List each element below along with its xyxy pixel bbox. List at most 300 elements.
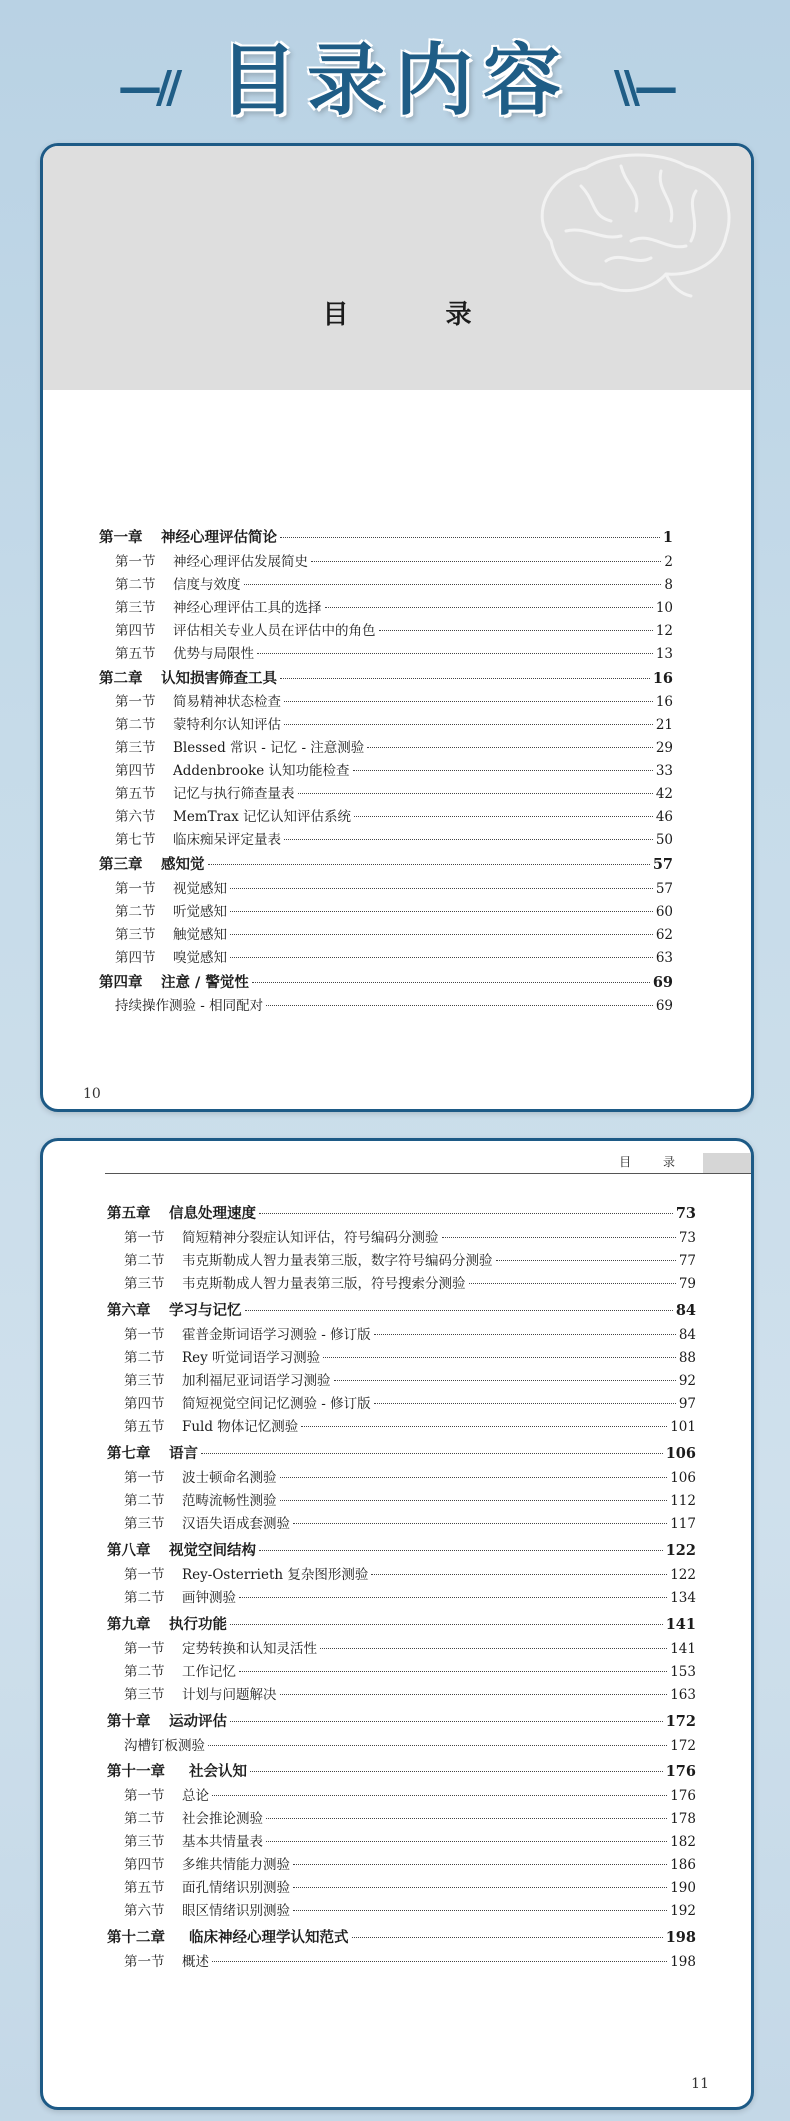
toc-entry-text: 感知觉 bbox=[161, 857, 205, 873]
dot-leader bbox=[323, 1357, 676, 1358]
brain-illustration-icon bbox=[521, 146, 741, 306]
toc-entry-text: 注意 / 警觉性 bbox=[161, 975, 249, 991]
toc-section-entry[interactable] bbox=[124, 1466, 696, 1486]
toc-entry-number: 第八章 bbox=[107, 1543, 151, 1559]
toc-entry-title bbox=[107, 1299, 242, 1320]
toc-section-entry[interactable] bbox=[124, 1563, 696, 1583]
page-title: 目 录 bbox=[322, 300, 516, 330]
toc-entry-text: 韦克斯勒成人智力量表第三版，数字符号编码分测验 bbox=[182, 1253, 493, 1269]
toc-section-entry[interactable] bbox=[124, 1586, 696, 1606]
dot-leader bbox=[280, 1500, 668, 1501]
toc-page-ref: 134 bbox=[670, 1590, 696, 1606]
toc-page-ref: 33 bbox=[655, 763, 673, 779]
toc-page-ref: 153 bbox=[670, 1664, 696, 1680]
toc-page-ref: 46 bbox=[655, 809, 673, 825]
toc-chapter-entry[interactable] bbox=[107, 1202, 696, 1223]
toc-entry-text: 工作记忆 bbox=[182, 1664, 236, 1680]
toc-section-entry[interactable] bbox=[124, 1323, 696, 1343]
toc-section-entry[interactable] bbox=[124, 1637, 696, 1657]
toc-entry-number: 第三节 bbox=[124, 1373, 165, 1389]
toc-page-ref: 122 bbox=[670, 1567, 696, 1583]
dot-leader bbox=[353, 770, 653, 771]
toc-page-ref: 60 bbox=[655, 904, 673, 920]
toc-page-ref: 198 bbox=[665, 1929, 696, 1946]
toc-page-ref: 57 bbox=[652, 856, 673, 873]
toc-chapter-entry[interactable] bbox=[99, 971, 673, 992]
dot-leader bbox=[212, 1961, 667, 1962]
toc-entry-number: 第四节 bbox=[115, 763, 156, 779]
toc-section-entry[interactable] bbox=[124, 1369, 696, 1389]
toc-entry-number: 第四节 bbox=[124, 1857, 165, 1873]
toc-page-ref: 16 bbox=[652, 670, 673, 687]
toc-page-ref: 84 bbox=[675, 1302, 696, 1319]
toc-entry-title bbox=[124, 1392, 371, 1412]
dot-leader bbox=[259, 1550, 663, 1551]
toc-entry-title bbox=[107, 1926, 349, 1947]
toc-entry-number: 第四章 bbox=[99, 975, 143, 991]
toc-page-ref: 141 bbox=[670, 1641, 696, 1657]
toc-entry-text: 临床痴呆评定量表 bbox=[173, 832, 281, 848]
dot-leader bbox=[257, 653, 653, 654]
dot-leader bbox=[354, 816, 653, 817]
running-head: 目 录 bbox=[619, 1155, 689, 1169]
toc-entry-number: 第四节 bbox=[124, 1396, 165, 1412]
toc-entry-text: 视觉感知 bbox=[173, 881, 227, 897]
toc-entry-number: 第一节 bbox=[124, 1327, 165, 1343]
toc-entry-number: 第九章 bbox=[107, 1617, 151, 1633]
toc-entry-text: MemTrax 记忆认知评估系统 bbox=[173, 809, 352, 825]
toc-entry-text: Addenbrooke 认知功能检查 bbox=[173, 763, 350, 779]
toc-entry-text: 计划与问题解决 bbox=[182, 1687, 277, 1703]
toc-entry-title bbox=[115, 923, 227, 943]
toc-entry-text: 持续操作测验 - 相同配对 bbox=[115, 998, 264, 1014]
banner bbox=[0, 0, 790, 130]
toc-section-entry[interactable] bbox=[124, 1899, 696, 1919]
toc-chapter-entry[interactable] bbox=[107, 1539, 696, 1560]
toc-page-2[interactable] bbox=[40, 1138, 754, 2110]
toc-chapter-entry[interactable] bbox=[107, 1299, 696, 1320]
toc-page-1[interactable] bbox=[40, 143, 754, 1112]
toc-page-ref: 10 bbox=[655, 600, 673, 616]
toc-entry-number: 第二节 bbox=[115, 717, 156, 733]
toc-section-entry[interactable] bbox=[115, 923, 673, 943]
dot-leader bbox=[259, 1213, 673, 1214]
toc-entry-number: 第七节 bbox=[115, 832, 156, 848]
running-head-rule bbox=[105, 1173, 751, 1174]
toc-entry-title bbox=[99, 853, 205, 874]
dot-leader bbox=[374, 1403, 676, 1404]
toc-entry-title bbox=[124, 1466, 277, 1486]
toc-entry-title bbox=[115, 619, 376, 639]
toc-page-ref: 106 bbox=[670, 1470, 696, 1486]
dot-leader bbox=[252, 982, 650, 983]
dot-leader bbox=[496, 1260, 676, 1261]
toc-section-entry[interactable] bbox=[115, 877, 673, 897]
toc-entry-title bbox=[115, 877, 227, 897]
toc-section-entry[interactable] bbox=[115, 828, 673, 848]
toc-entry-text: 汉语失语成套测验 bbox=[182, 1516, 290, 1532]
toc-entry-number: 第五节 bbox=[124, 1419, 165, 1435]
toc-entry-title bbox=[107, 1613, 227, 1634]
dot-leader bbox=[301, 1426, 667, 1427]
toc-entry-text: 沟槽钉板测验 bbox=[124, 1738, 205, 1754]
toc-entry-title bbox=[124, 1784, 209, 1804]
toc-entry-text: 韦克斯勒成人智力量表第三版，符号搜索分测验 bbox=[182, 1276, 466, 1292]
toc-page-ref: 117 bbox=[670, 1516, 696, 1532]
dot-leader bbox=[280, 537, 660, 538]
toc-entry-text: 听觉感知 bbox=[173, 904, 227, 920]
toc-page-ref: 29 bbox=[655, 740, 673, 756]
toc-page-ref: 190 bbox=[670, 1880, 696, 1896]
toc-entry-title bbox=[99, 526, 277, 547]
dot-leader bbox=[379, 630, 653, 631]
toc-entry-text: Blessed 常识 - 记忆 - 注意测验 bbox=[173, 740, 365, 756]
toc-entry-text: 信度与效度 bbox=[173, 577, 241, 593]
toc-entry-title bbox=[124, 1323, 371, 1343]
toc-entry-text: 范畴流畅性测验 bbox=[182, 1493, 277, 1509]
toc-section-entry[interactable] bbox=[124, 1807, 696, 1827]
toc-page-ref: 182 bbox=[670, 1834, 696, 1850]
toc-chapter-entry[interactable] bbox=[107, 1760, 696, 1781]
toc-page-ref: 79 bbox=[678, 1276, 696, 1292]
dot-leader bbox=[284, 839, 653, 840]
dot-leader bbox=[212, 1795, 667, 1796]
running-head-tab bbox=[703, 1153, 751, 1173]
toc-entry-title bbox=[124, 1899, 290, 1919]
toc-entry-number: 第三节 bbox=[124, 1687, 165, 1703]
toc-entry-number: 第三节 bbox=[115, 740, 156, 756]
toc-entry-text: 神经心理评估简论 bbox=[161, 530, 277, 546]
toc-page-ref: 88 bbox=[678, 1350, 696, 1366]
dot-leader bbox=[293, 1910, 667, 1911]
toc-entry-number: 第二节 bbox=[124, 1664, 165, 1680]
toc-section-entry[interactable] bbox=[124, 1830, 696, 1850]
toc-entry-title bbox=[115, 946, 227, 966]
toc-entry-number: 第四节 bbox=[115, 623, 156, 639]
toc-entry-title bbox=[115, 642, 254, 662]
toc-entry-text: 简短精神分裂症认知评估，符号编码分测验 bbox=[182, 1230, 439, 1246]
toc-entry-title bbox=[107, 1539, 256, 1560]
toc-entry-number: 第六节 bbox=[124, 1903, 165, 1919]
toc-page-ref: 163 bbox=[670, 1687, 696, 1703]
toc-entry-text: 霍普金斯词语学习测验 - 修订版 bbox=[182, 1327, 371, 1343]
dot-leader bbox=[230, 934, 653, 935]
toc-entry-title bbox=[124, 1226, 439, 1246]
toc-page-ref: 13 bbox=[655, 646, 673, 662]
toc-entry-text: 执行功能 bbox=[169, 1617, 227, 1633]
toc-entry-number: 第三章 bbox=[99, 857, 143, 873]
toc-page-ref: 178 bbox=[670, 1811, 696, 1827]
dot-leader bbox=[208, 1745, 667, 1746]
toc-entry-number: 第一节 bbox=[115, 881, 156, 897]
toc-entry-title bbox=[124, 1660, 236, 1680]
toc-entry-number: 第一节 bbox=[115, 554, 156, 570]
toc-entry-title bbox=[115, 900, 227, 920]
toc-chapter-entry[interactable] bbox=[107, 1613, 696, 1634]
toc-page-ref: 57 bbox=[655, 881, 673, 897]
toc-entry-number: 第一节 bbox=[124, 1954, 165, 1970]
toc-section-entry[interactable] bbox=[124, 1734, 696, 1754]
toc-entry-title bbox=[124, 1807, 263, 1827]
toc-entry-number: 第一章 bbox=[99, 530, 143, 546]
toc-entry-text: 定势转换和认知灵活性 bbox=[182, 1641, 317, 1657]
toc-entry-number: 第六节 bbox=[115, 809, 156, 825]
toc-entry-number: 第五节 bbox=[115, 786, 156, 802]
dot-leader bbox=[201, 1453, 663, 1454]
toc-section-entry[interactable] bbox=[115, 642, 673, 662]
toc-page-ref: 84 bbox=[678, 1327, 696, 1343]
toc-section-entry[interactable] bbox=[115, 946, 673, 966]
toc-page-ref: 69 bbox=[655, 998, 673, 1014]
toc-chapter-entry[interactable] bbox=[99, 667, 673, 688]
toc-entry-title bbox=[124, 1369, 331, 1389]
toc-entry-number: 第三节 bbox=[124, 1516, 165, 1532]
dot-leader bbox=[284, 701, 653, 702]
toc-entry-number: 第一节 bbox=[124, 1230, 165, 1246]
toc-page-ref: 101 bbox=[670, 1419, 696, 1435]
toc-entry-text: Fuld 物体记忆测验 bbox=[182, 1419, 299, 1435]
toc-page-ref: 2 bbox=[664, 554, 673, 570]
toc-entry-title bbox=[124, 1563, 368, 1583]
toc-section-entry[interactable] bbox=[115, 713, 673, 733]
toc-entry-number: 第二章 bbox=[99, 671, 143, 687]
toc-entry-text: 评估相关专业人员在评估中的角色 bbox=[173, 623, 376, 639]
toc-entry-text: 触觉感知 bbox=[173, 927, 227, 943]
toc-section-entry[interactable] bbox=[124, 1950, 696, 1970]
toc-entry-title bbox=[124, 1830, 263, 1850]
toc-page-ref: 8 bbox=[664, 577, 673, 593]
toc-entry-title bbox=[115, 550, 308, 570]
toc-section-entry[interactable] bbox=[124, 1683, 696, 1703]
toc-page-ref: 186 bbox=[670, 1857, 696, 1873]
toc-section-entry[interactable] bbox=[115, 782, 673, 802]
toc-entry-title bbox=[124, 1876, 290, 1896]
toc-entry-number: 第三节 bbox=[124, 1276, 165, 1292]
toc-page-ref: 77 bbox=[678, 1253, 696, 1269]
dot-leader bbox=[230, 911, 653, 912]
dot-leader bbox=[371, 1574, 667, 1575]
banner-deco-right: \\— bbox=[613, 62, 672, 113]
toc-page-ref: 12 bbox=[655, 623, 673, 639]
toc-entry-title bbox=[115, 573, 241, 593]
toc-section-entry[interactable] bbox=[124, 1392, 696, 1412]
toc-section-entry[interactable] bbox=[124, 1512, 696, 1532]
dot-leader bbox=[325, 607, 653, 608]
toc-chapter-entry[interactable] bbox=[99, 526, 673, 547]
toc-entry-text: 画钟测验 bbox=[182, 1590, 236, 1606]
toc-chapter-entry[interactable] bbox=[107, 1442, 696, 1463]
toc-page-ref: 21 bbox=[655, 717, 673, 733]
toc-entry-number: 第六章 bbox=[107, 1303, 151, 1319]
toc-page-ref: 1 bbox=[662, 529, 673, 546]
toc-page-ref: 176 bbox=[665, 1763, 696, 1780]
toc-section-entry[interactable] bbox=[124, 1415, 696, 1435]
toc-entry-title bbox=[107, 1760, 247, 1781]
toc-entry-title bbox=[124, 1249, 493, 1269]
toc-entry-text: 运动评估 bbox=[169, 1714, 227, 1730]
dot-leader bbox=[230, 888, 653, 889]
toc-entry-number: 第一节 bbox=[124, 1788, 165, 1804]
toc-entry-text: 视觉空间结构 bbox=[169, 1543, 256, 1559]
toc-entry-text: 神经心理评估工具的选择 bbox=[173, 600, 322, 616]
toc-entry-title bbox=[107, 1710, 227, 1731]
toc-page-ref: 176 bbox=[670, 1788, 696, 1804]
toc-chapter-entry[interactable] bbox=[107, 1710, 696, 1731]
toc-page-ref: 92 bbox=[678, 1373, 696, 1389]
toc-entry-text: 社会认知 bbox=[189, 1764, 247, 1780]
toc-entry-text: 嗅觉感知 bbox=[173, 950, 227, 966]
dot-leader bbox=[298, 793, 653, 794]
toc-entry-title bbox=[124, 1346, 320, 1366]
toc-section-entry[interactable] bbox=[124, 1272, 696, 1292]
dot-leader bbox=[320, 1648, 667, 1649]
toc-entry-title bbox=[124, 1415, 298, 1435]
toc-entry-text: 基本共情量表 bbox=[182, 1834, 263, 1850]
dot-leader bbox=[352, 1937, 663, 1938]
toc-section-entry[interactable] bbox=[115, 736, 673, 756]
toc-entry-number: 第二节 bbox=[124, 1253, 165, 1269]
toc-chapter-entry[interactable] bbox=[107, 1926, 696, 1947]
toc-section-entry[interactable] bbox=[115, 619, 673, 639]
toc-page-ref: 69 bbox=[652, 974, 673, 991]
toc-entry-title bbox=[99, 971, 249, 992]
toc-entry-title bbox=[99, 667, 277, 688]
toc-entry-number: 第二节 bbox=[115, 577, 156, 593]
toc-entry-text: 蒙特利尔认知评估 bbox=[173, 717, 281, 733]
toc-entry-text: 波士顿命名测验 bbox=[182, 1470, 277, 1486]
dot-leader bbox=[311, 561, 661, 562]
toc-entry-title bbox=[107, 1442, 198, 1463]
toc-section-entry[interactable] bbox=[115, 573, 673, 593]
toc-section-entry[interactable] bbox=[115, 900, 673, 920]
toc-entry-text: Rey-Osterrieth 复杂图形测验 bbox=[182, 1567, 369, 1583]
toc-entry-text: 简短视觉空间记忆测验 - 修订版 bbox=[182, 1396, 371, 1412]
dot-leader bbox=[293, 1523, 667, 1524]
toc-section-entry[interactable] bbox=[124, 1346, 696, 1366]
toc-entry-number: 第二节 bbox=[124, 1350, 165, 1366]
toc-entry-number: 第三节 bbox=[124, 1834, 165, 1850]
toc-entry-number: 第一节 bbox=[124, 1567, 165, 1583]
toc-section-entry[interactable] bbox=[124, 1853, 696, 1873]
toc-entry-title bbox=[115, 596, 322, 616]
dot-leader bbox=[280, 1694, 668, 1695]
toc-entry-text: 优势与局限性 bbox=[173, 646, 254, 662]
toc-entry-title bbox=[124, 1586, 236, 1606]
dot-leader bbox=[284, 724, 653, 725]
toc-entry-text: Rey 听觉词语学习测验 bbox=[182, 1350, 321, 1366]
toc-entry-title bbox=[124, 1272, 466, 1292]
banner-deco-left: —// bbox=[118, 62, 177, 113]
toc-entry-title bbox=[124, 1637, 317, 1657]
page-header-band bbox=[43, 146, 751, 390]
toc-section-entry[interactable] bbox=[124, 1784, 696, 1804]
toc-section-entry[interactable] bbox=[124, 1489, 696, 1509]
dot-leader bbox=[266, 1841, 667, 1842]
toc-entry-title bbox=[107, 1202, 256, 1223]
dot-leader bbox=[230, 957, 653, 958]
toc-page-ref: 192 bbox=[670, 1903, 696, 1919]
toc-entry-title bbox=[115, 828, 281, 848]
dot-leader bbox=[469, 1283, 676, 1284]
toc-entry-title bbox=[115, 759, 350, 779]
dot-leader bbox=[250, 1771, 663, 1772]
toc-entry-text: 神经心理评估发展简史 bbox=[173, 554, 308, 570]
toc-section-entry[interactable] bbox=[115, 596, 673, 616]
dot-leader bbox=[266, 1005, 653, 1006]
toc-section-entry[interactable] bbox=[115, 994, 673, 1014]
toc-entry-number: 第二节 bbox=[115, 904, 156, 920]
dot-leader bbox=[266, 1818, 667, 1819]
toc-section-entry[interactable] bbox=[115, 759, 673, 779]
toc-page-ref: 73 bbox=[678, 1230, 696, 1246]
toc-entry-text: 临床神经心理学认知范式 bbox=[189, 1930, 349, 1946]
toc-page-ref: 122 bbox=[665, 1542, 696, 1559]
toc-entry-text: 总论 bbox=[182, 1788, 209, 1804]
toc-section-entry[interactable] bbox=[124, 1226, 696, 1246]
dot-leader bbox=[239, 1597, 667, 1598]
toc-page-ref: 50 bbox=[655, 832, 673, 848]
toc-entry-number: 第十二章 bbox=[107, 1930, 165, 1946]
toc-page-ref: 172 bbox=[665, 1713, 696, 1730]
page-number: 11 bbox=[691, 2076, 709, 2092]
toc-page-ref: 112 bbox=[670, 1493, 696, 1509]
dot-leader bbox=[245, 1310, 673, 1311]
toc-entry-number: 第五节 bbox=[124, 1880, 165, 1896]
toc-section-entry[interactable] bbox=[124, 1876, 696, 1896]
toc-entry-number: 第二节 bbox=[124, 1590, 165, 1606]
page-number: 10 bbox=[83, 1086, 101, 1102]
dot-leader bbox=[280, 678, 650, 679]
toc-entry-title bbox=[124, 1489, 277, 1509]
toc-entry-text: 认知损害筛查工具 bbox=[161, 671, 277, 687]
dot-leader bbox=[334, 1380, 676, 1381]
toc-entry-text: 记忆与执行筛查量表 bbox=[173, 786, 295, 802]
toc-entry-text: 多维共情能力测验 bbox=[182, 1857, 290, 1873]
toc-entry-number: 第一节 bbox=[115, 694, 156, 710]
toc-entry-text: 眼区情绪识别测验 bbox=[182, 1903, 290, 1919]
toc-entry-text: 简易精神状态检查 bbox=[173, 694, 281, 710]
dot-leader bbox=[374, 1334, 676, 1335]
toc-entry-title bbox=[124, 1512, 290, 1532]
dot-leader bbox=[208, 864, 650, 865]
toc-entry-title bbox=[115, 805, 351, 825]
toc-page-ref: 16 bbox=[655, 694, 673, 710]
toc-section-entry[interactable] bbox=[124, 1660, 696, 1680]
toc-entry-number: 第三节 bbox=[115, 927, 156, 943]
toc-section-entry[interactable] bbox=[124, 1249, 696, 1269]
toc-page-ref: 106 bbox=[665, 1445, 696, 1462]
toc-entry-text: 社会推论测验 bbox=[182, 1811, 263, 1827]
banner-title: 目录内容 bbox=[218, 36, 571, 126]
toc-entry-title bbox=[124, 1683, 277, 1703]
dot-leader bbox=[230, 1624, 663, 1625]
dot-leader bbox=[280, 1477, 668, 1478]
toc-entry-number: 第二节 bbox=[124, 1493, 165, 1509]
toc-section-entry[interactable] bbox=[115, 805, 673, 825]
dot-leader bbox=[293, 1864, 667, 1865]
toc-page-ref: 42 bbox=[655, 786, 673, 802]
toc-section-entry[interactable] bbox=[115, 550, 673, 570]
dot-leader bbox=[239, 1671, 667, 1672]
toc-entry-text: 加利福尼亚词语学习测验 bbox=[182, 1373, 331, 1389]
toc-entry-text: 概述 bbox=[182, 1954, 209, 1970]
toc-page-ref: 172 bbox=[670, 1738, 696, 1754]
toc-chapter-entry[interactable] bbox=[99, 853, 673, 874]
toc-entry-number: 第七章 bbox=[107, 1446, 151, 1462]
toc-entry-number: 第十章 bbox=[107, 1714, 151, 1730]
toc-entry-text: 信息处理速度 bbox=[169, 1206, 256, 1222]
toc-section-entry[interactable] bbox=[115, 690, 673, 710]
